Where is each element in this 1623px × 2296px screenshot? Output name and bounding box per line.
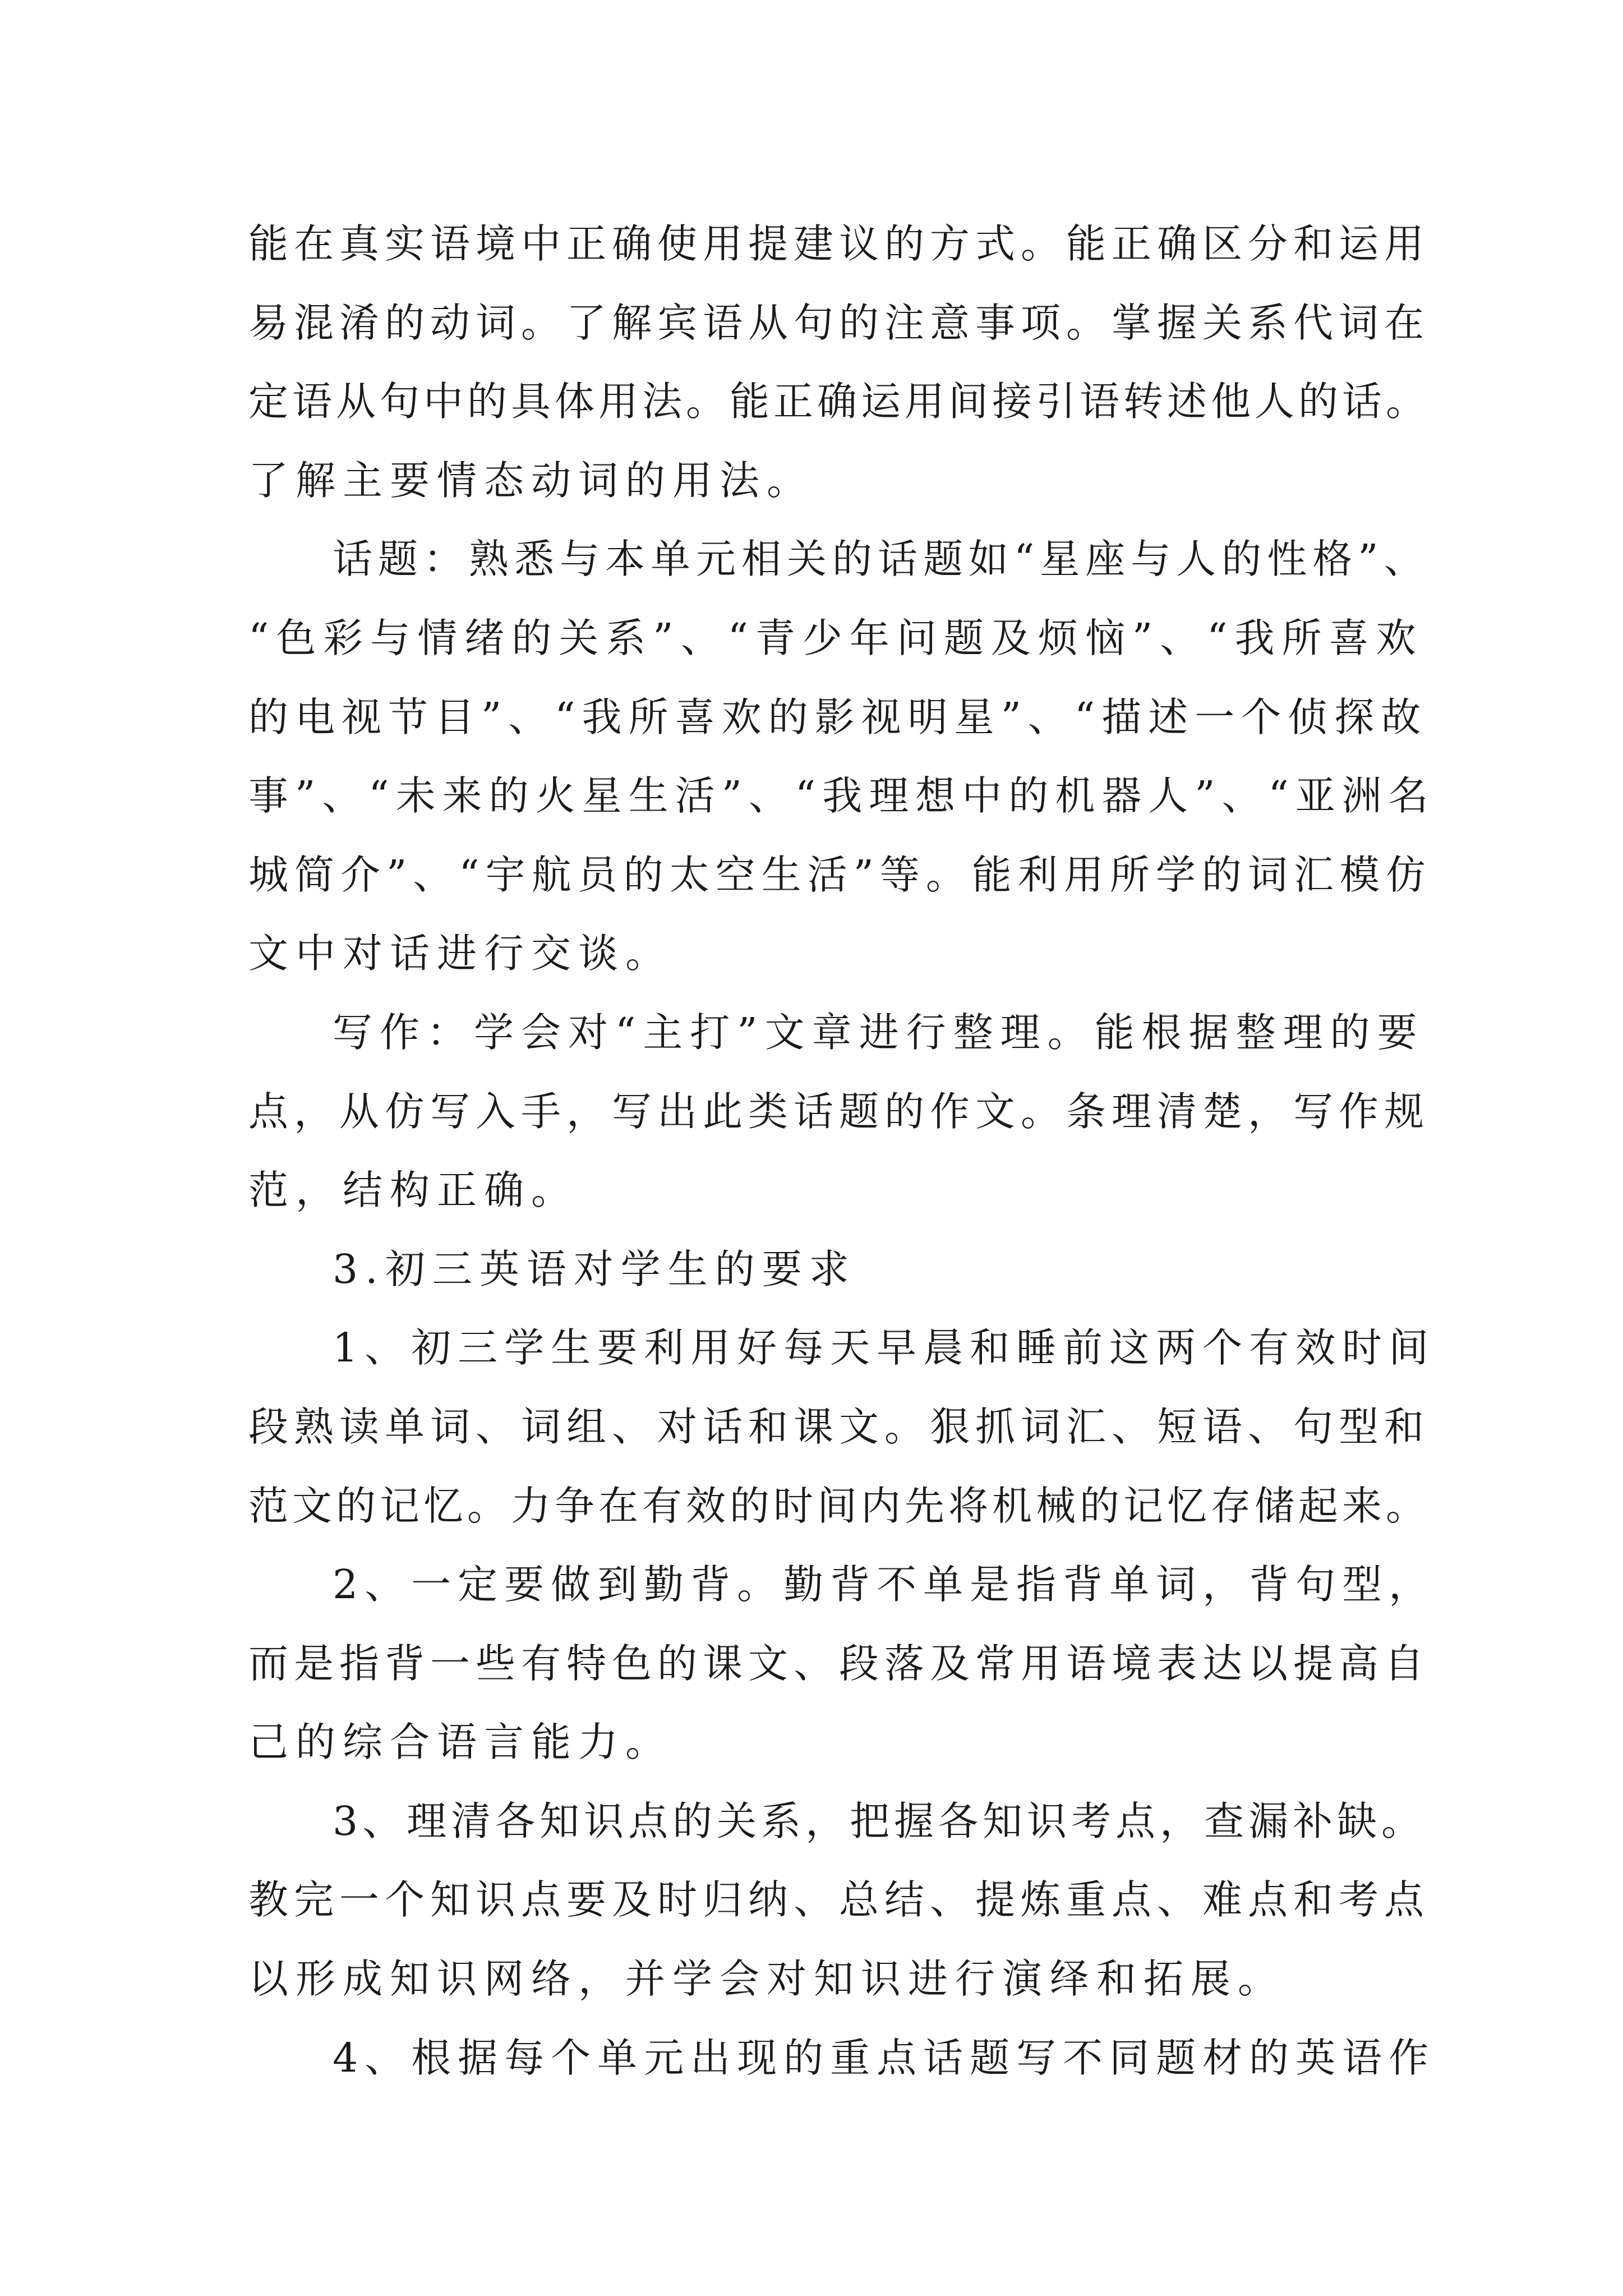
text-line: 城简介”、“宇航员的太空生活”等。能利用所学的词汇模仿 (248, 851, 1432, 898)
text-line: 文中对话进行交谈。 (248, 930, 673, 977)
list-item-1-line: 1、初三学生要利用好每天早晨和睡前这两个有效时间 (333, 1324, 1436, 1372)
text-line: 而是指背一些有特色的课文、段落及常用语境表达以提高自 (248, 1640, 1430, 1687)
document-body (248, 205, 1437, 2097)
text-line: 事”、“未来的火星生活”、“我理想中的机器人”、“亚洲名 (248, 772, 1435, 820)
list-item-2-line: 2、一定要做到勤背。勤背不单是指背单词，背句型， (333, 1561, 1436, 1608)
list-item-4-line: 4、根据每个单元出现的重点话题写不同题材的英语作 (333, 2034, 1436, 2081)
text-line: 范，结构正确。 (248, 1167, 579, 1214)
text-line: 己的综合语言能力。 (248, 1719, 673, 1766)
text-line: 能在真实语境中正确使用提建议的方式。能正确区分和运用 (248, 220, 1430, 267)
text-line: 段熟读单词、词组、对话和课文。狠抓词汇、短语、句型和 (248, 1403, 1430, 1450)
text-line: 点，从仿写入手，写出此类话题的作文。条理清楚，写作规 (248, 1088, 1430, 1135)
list-item-3-line: 3、理清各知识点的关系，把握各知识考点，查漏补缺。 (333, 1797, 1426, 1844)
text-line: 易混淆的动词。了解宾语从句的注意事项。掌握关系代词在 (248, 299, 1430, 346)
paragraph-writing-line: 写作：学会对“主打”文章进行整理。能根据整理的要 (333, 1009, 1424, 1056)
text-line: 教完一个知识点要及时归纳、总结、提炼重点、难点和考点 (248, 1876, 1430, 1924)
section-heading: 3.初三英语对学生的要求 (333, 1245, 856, 1292)
text-line: 的电视节目”、“我所喜欢的影视明星”、“描述一个侦探故 (248, 693, 1428, 740)
paragraph-topic-line: 话题：熟悉与本单元相关的话题如“星座与人的性格”、 (333, 536, 1430, 583)
text-line: 以形成知识网络，并学会对知识进行演绎和拓展。 (248, 1955, 1285, 2003)
text-line: 了解主要情态动词的用法。 (248, 457, 814, 504)
text-line: 定语从句中的具体用法。能正确运用间接引语转述他人的话。 (248, 378, 1430, 425)
text-line: 范文的记忆。力争在有效的时间内先将机械的记忆存储起来。 (248, 1482, 1430, 1529)
text-line: “色彩与情绪的关系”、“青少年问题及烦恼”、“我所喜欢 (248, 614, 1423, 661)
